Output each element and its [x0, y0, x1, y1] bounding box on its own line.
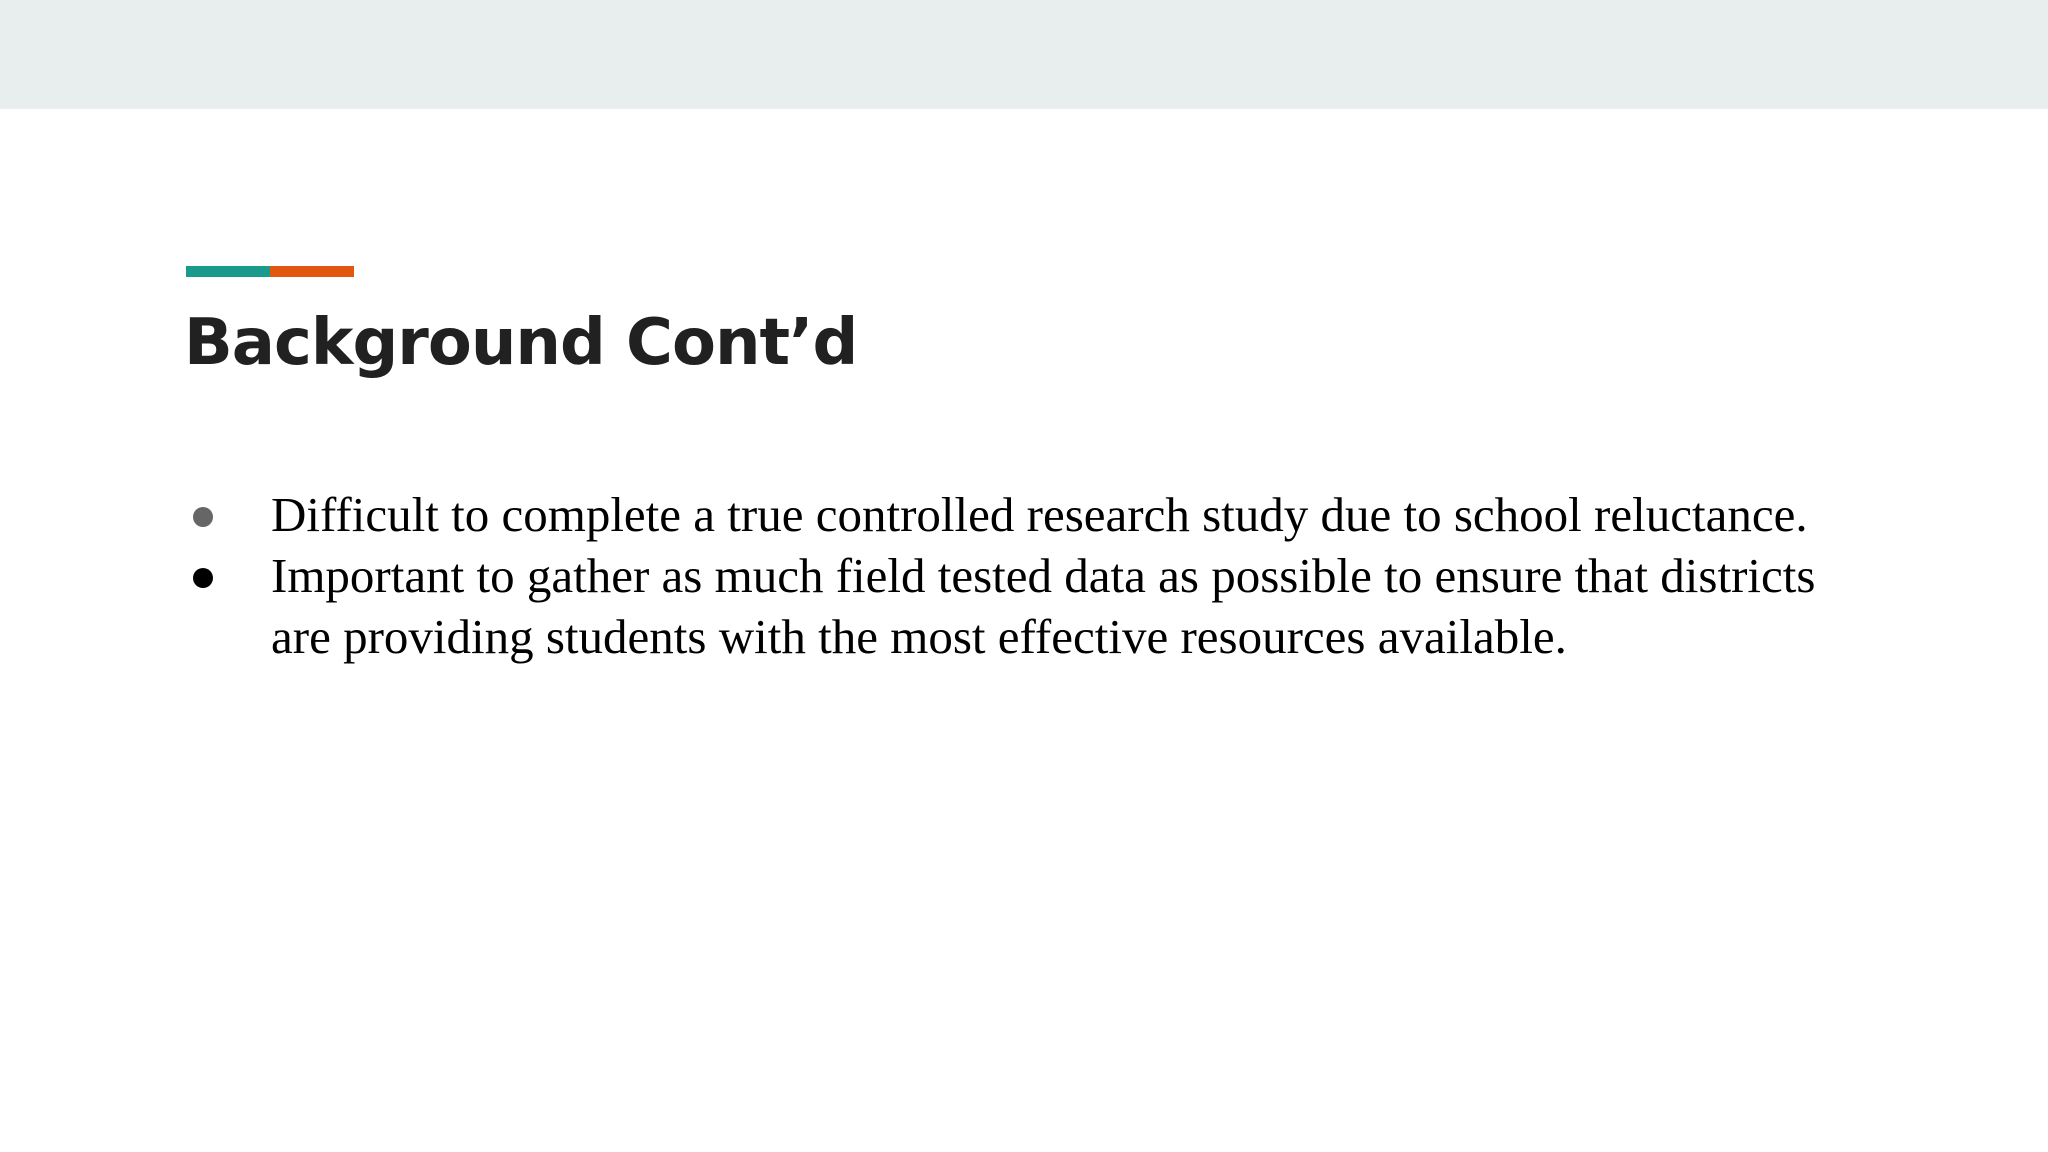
accent-bar-teal — [186, 266, 270, 277]
accent-bar — [186, 266, 354, 277]
bullet-text: Important to gather as much field tested data as possible to ensure that districts are providing students with the most effective resources available. — [271, 548, 1816, 664]
bullet-item — [184, 545, 1844, 667]
bullet-dot-icon — [193, 568, 213, 588]
bullet-list — [184, 484, 1844, 667]
bullet-text: Difficult to complete a true controlled research study due to school reluctance. — [271, 487, 1808, 542]
accent-bar-orange — [270, 266, 354, 277]
slide-title: Background Cont’d — [184, 306, 858, 380]
bullet-item — [184, 484, 1844, 545]
bullet-dot-icon — [193, 507, 213, 527]
top-band — [0, 0, 2048, 109]
